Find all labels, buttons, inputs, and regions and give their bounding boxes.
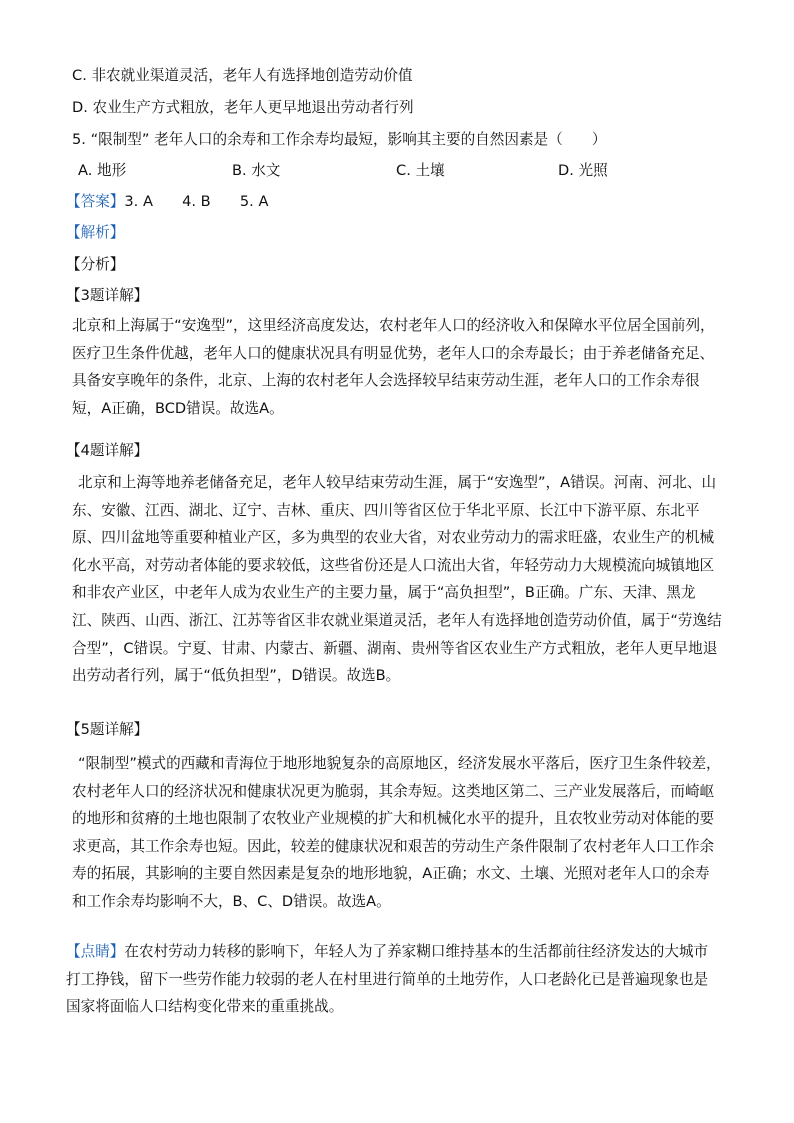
option-d-text: D. 农业生产方式粗放，老年人更早地退出劳动者行列 (72, 99, 414, 116)
dianjing-text: 在农村劳动力转移的影响下，年轻人为了养家糊口维持基本的生活都前往经济发达的大城市打工挣钱，留下一些劳作能力较弱的老人在村里进行简单的土地劳作，人口老龄化已是普遍现象也是国家将面临人口结构变化带来的重重挑战。 (66, 943, 709, 1016)
q3-label: 【3题详解】 (66, 287, 149, 304)
answer-value: 3. A 4. B 5. A (124, 193, 269, 210)
answer-label: 【答案】 (66, 193, 125, 210)
q5-label: 【5题详解】 (66, 721, 149, 738)
q5-explanation: “限制型”模式的西藏和青海位于地形地貌复杂的高原地区，经济发展水平落后，医疗卫生条件较差，农村老年人口的经济状况和健康状况更为脆弱，其余寿短。这类地区第二、三产业发展落后，而崎岖的地形和贫瘠的土地也限制了农牧业产业规模的扩大和机械化水平的提升，且农牧业劳动对体能的要求更高，其工作余寿也短。因此，较差的健康状况和艰苦的劳动生产条件限制了农村老年人口工作余寿的拓展，其影响的主要自然因素是复杂的地形地貌，A正确；水文、土壤、光照对老年人口的余寿和工作余寿均影响不大，B、C、D错误。故选A。 (72, 755, 721, 910)
dianjing-section (66, 938, 722, 1021)
q4-explanation: 北京和上海等地养老储备充足，老年人较早结束劳动生涯，属于“安逸型”，A错误。河南、河北、山东、安徽、江西、湖北、辽宁、吉林、重庆、四川等省区位于华北平原、长江中下游平原、东北平原、四川盆地等重要种植业产区，多为典型的农业大省，对农业劳动力的需求旺盛，农业生产的机械化水平高，对劳动者体能的要求较低，这些省份还是人口流出大省，年轻劳动力大规模流向城镇地区和非农产业区，中老年人成为农业生产的主要力量，属于“高负担型”，B正确。广东、天津、黑龙江、陕西、山西、浙江、江苏等省区非农就业渠道灵活，老年人有选择地创造劳动价值，属于“劳逸结合型”，C错误。宁夏、甘肃、内蒙古、新疆、湖南、贵州等省区农业生产方式粗放，老年人更早地退出劳动者行列，属于“低负担型”，D错误。故选B。 (72, 474, 722, 685)
answer-line (66, 192, 268, 212)
option-c-text: C. 非农就业渠道灵活，老年人有选择地创造劳动价值 (72, 67, 413, 84)
dianjing-label: 【点睛】 (66, 943, 125, 960)
question-5-stem: 5. “限制型” 老年人口的余寿和工作余寿均最短，影响其主要的自然因素是（ ） (72, 131, 607, 148)
option-d: D. 光照 (558, 162, 608, 179)
option-b: B. 水文 (232, 162, 281, 179)
option-a: A. 地形 (78, 162, 127, 179)
analysis-label: 【解析】 (66, 224, 125, 241)
option-c: C. 土壤 (396, 162, 445, 179)
q3-explanation: 北京和上海属于“安逸型”，这里经济高度发达，农村老年人口的经济收入和保障水平位居全国前列，医疗卫生条件优越，老年人口的健康状况具有明显优势，老年人口的余寿最长；由于养老储备充足、具备安享晚年的条件，北京、上海的农村老年人会选择较早结束劳动生涯，老年人口的工作余寿很短，A正确，BCD错误。故选A。 (72, 317, 715, 417)
fenxi-label: 【分析】 (66, 256, 125, 273)
question-5-options (72, 161, 722, 181)
q4-label: 【4题详解】 (66, 442, 149, 459)
